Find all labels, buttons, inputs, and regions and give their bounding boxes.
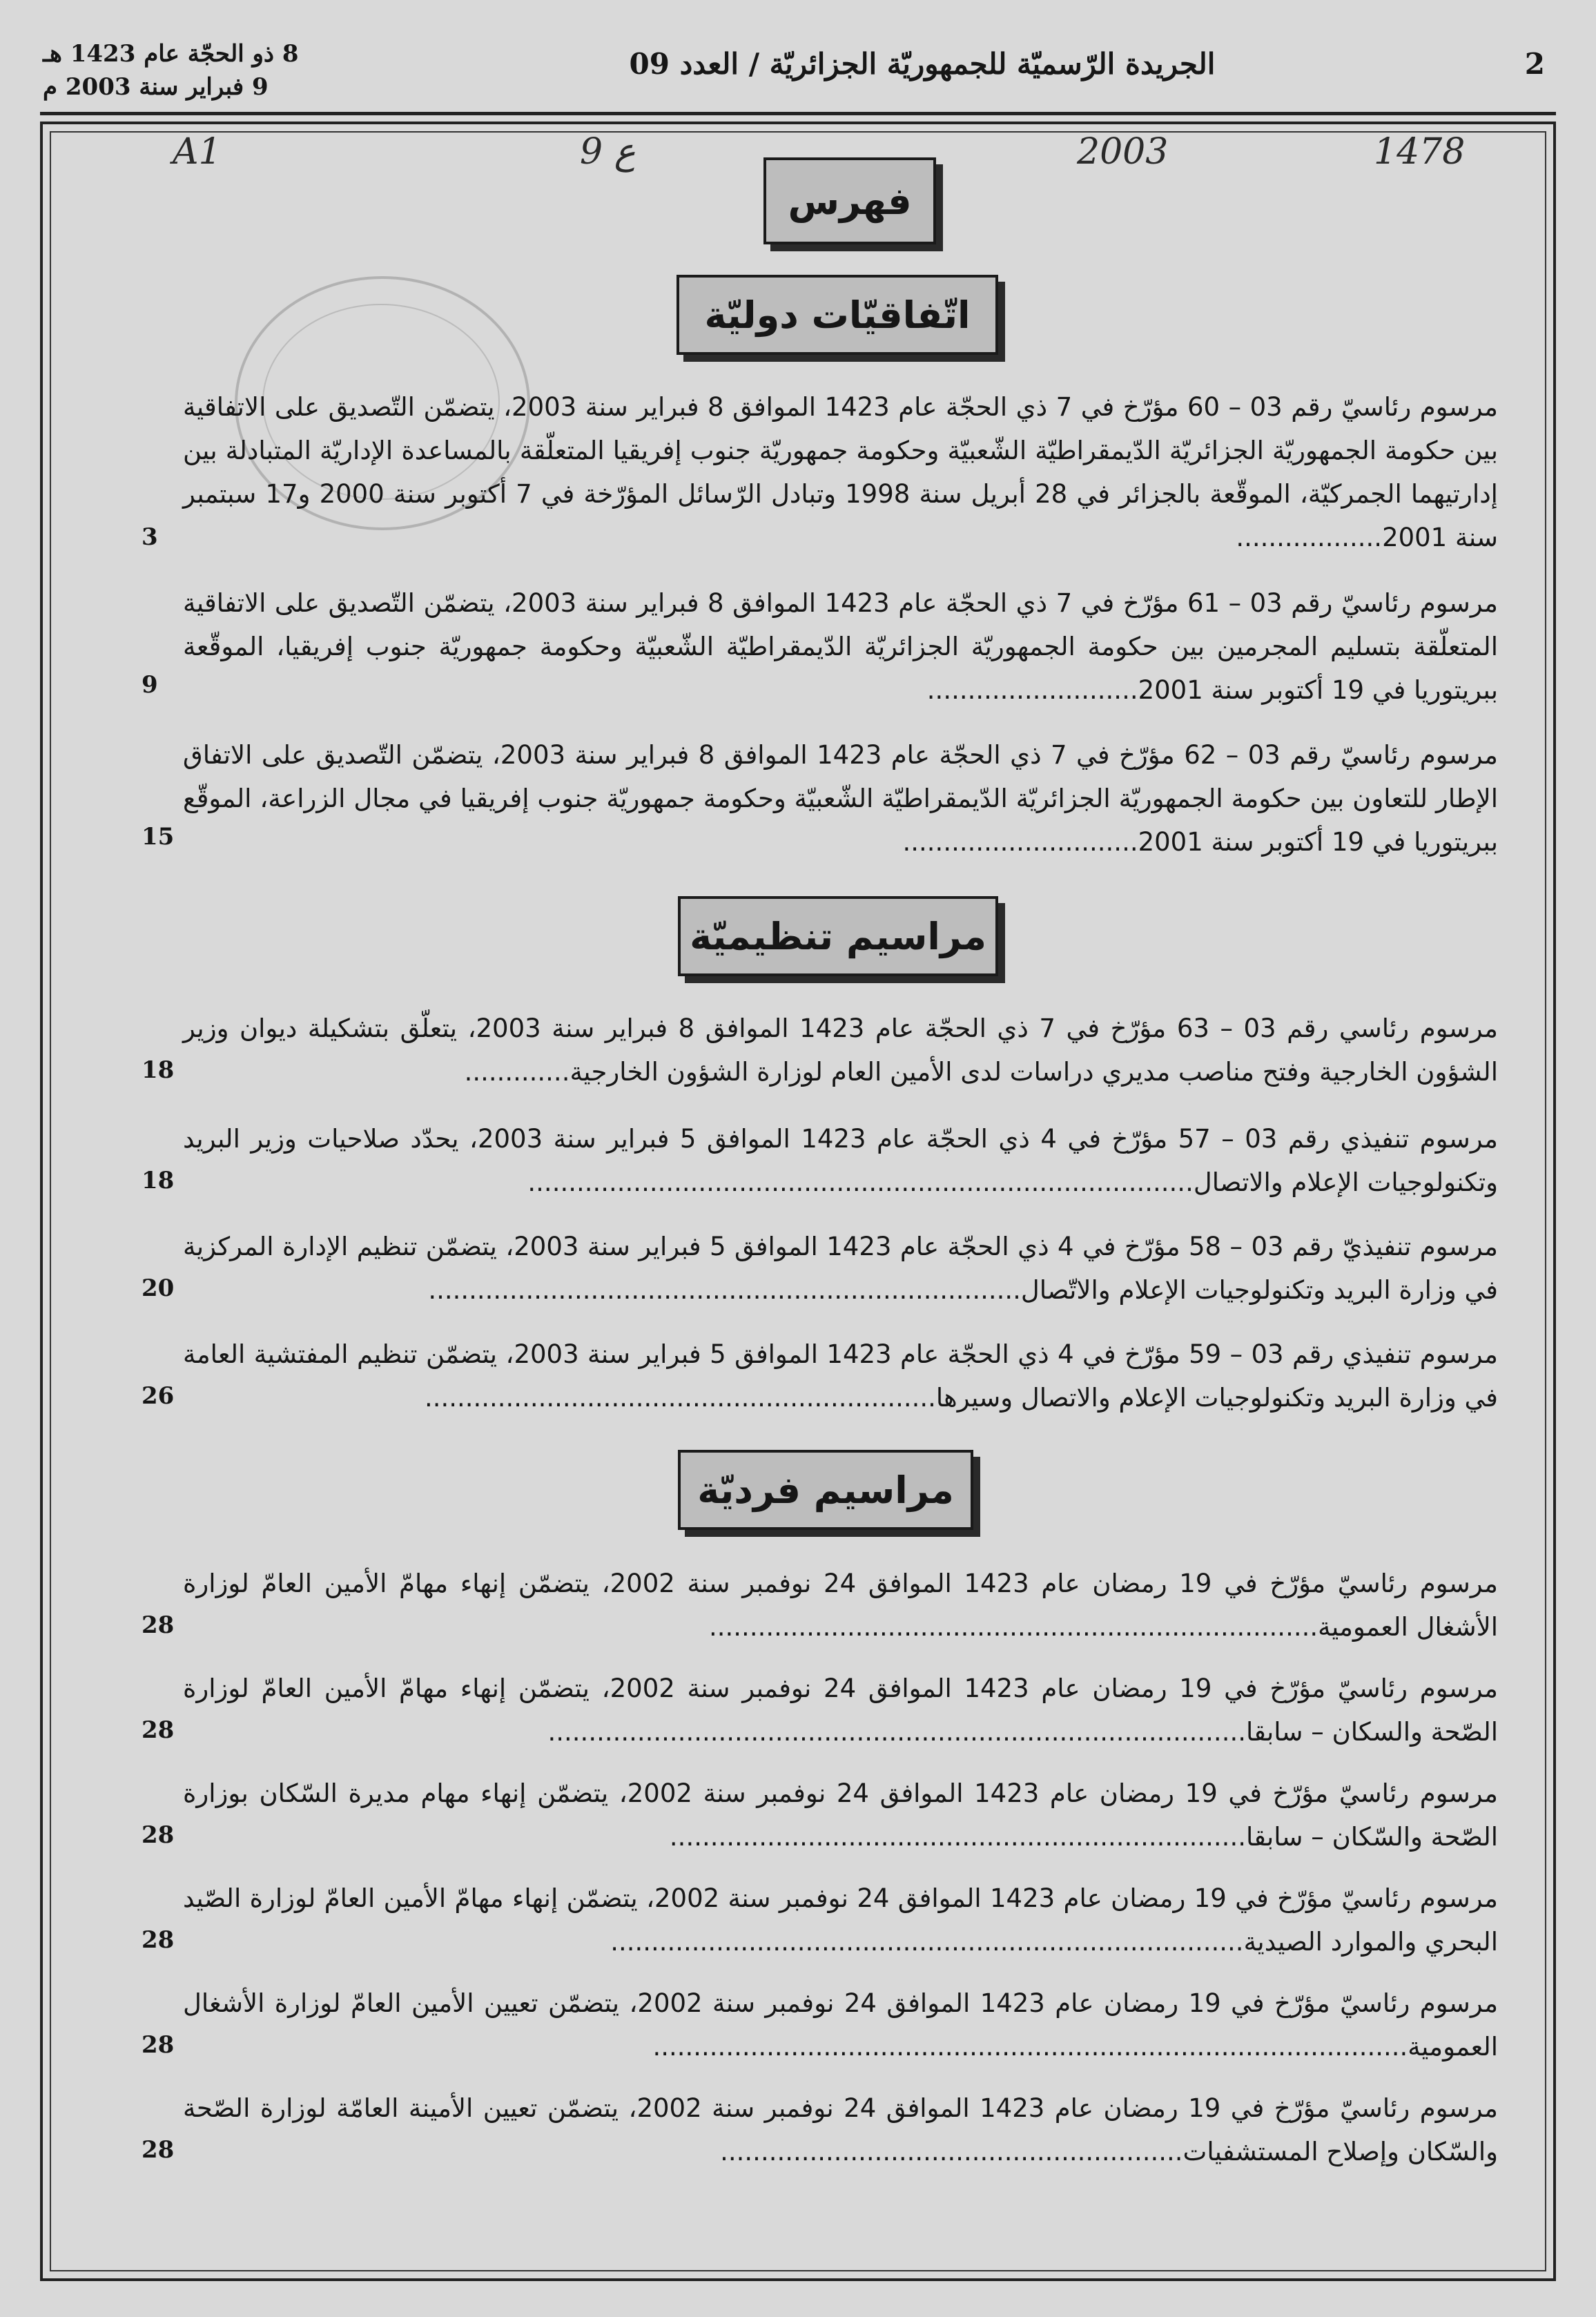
entry-text: مرسوم تنفيذيّ رقم 03 – 58 مؤرّخ في 4 ذي الحجّة عام 1423 الموافق 5 فبراير سنة 2003، يتضمّن تنظيم الإدارة المركزية في وزارة البريد وتكنولوجيات الإعلام والاتّصال (183, 1232, 1498, 1305)
entry-page-number: 28 (142, 2031, 175, 2059)
entry-page-number: 20 (142, 1274, 175, 1302)
entry-page-number: 28 (142, 1611, 175, 1639)
index-entry: مرسوم رئاسيّ رقم 03 – 60 مؤرّخ في 7 ذي الحجّة عام 1423 الموافق 8 فبراير سنة 2003، يتضمّن التّصديق على الاتفاقية بين حكومة الجمهوريّة الجزائريّة الدّيمقراطيّة الشّعبيّة وحكومة جمهوريّة جنوب إفريقيا المتعلّقة بالمساعدة الإداريّة المتبادلة بين إدارتيهما الجمركيّة، الموقّعة بالجزائر في 28 أبريل سنة 1998 وتبادل الرّسائل المؤرّخة في 7 أكتوبر سنة 2000 و17 سبتمبر سنة 2001.................. (183, 392, 1498, 552)
entry-page-number: 3 (142, 523, 158, 551)
index-entry: مرسوم رئاسيّ مؤرّخ في 19 رمضان عام 1423 الموافق 24 نوفمبر سنة 2002، يتضمّن إنهاء مهامّ الأمين العامّ لوزارة الأشغال العمومية........................................................................... (183, 1569, 1499, 1642)
page-number: 2 (1524, 47, 1545, 81)
entry-text: مرسوم رئاسيّ مؤرّخ في 19 رمضان عام 1423 الموافق 24 نوفمبر سنة 2002، يتضمّن تعيين الأمينة العامّة لوزارة الصّحة والسّكان وإصلاح المستشفيات (183, 2093, 1499, 2166)
index-entry: مرسوم تنفيذي رقم 03 – 59 مؤرّخ في 4 ذي الحجّة عام 1423 الموافق 5 فبراير سنة 2003، يتضمّن تنظيم المفتشية العامة في وزارة البريد وتكنولوجيات الإعلام والاتصال وسيرها............................................................... (183, 1339, 1498, 1413)
index-title: فهرس (763, 157, 936, 244)
entry-text: مرسوم رئاسيّ مؤرّخ في 19 رمضان عام 1423 الموافق 24 نوفمبر سنة 2002، يتضمّن إنهاء مهامّ الأمين العامّ لوزارة الصّحة والسكان – سابقا (183, 1674, 1499, 1747)
entry-text: مرسوم رئاسيّ مؤرّخ في 19 رمضان عام 1423 الموافق 24 نوفمبر سنة 2002، يتضمّن إنهاء مهامّ الأمين العامّ لوزارة الأشغال العمومية (183, 1569, 1499, 1642)
entry-page-number: 9 (142, 671, 158, 699)
handwritten-mark-issue: ع 9 (580, 131, 636, 173)
index-entry: مرسوم رئاسيّ مؤرّخ في 19 رمضان عام 1423 الموافق 24 نوفمبر سنة 2002، يتضمّن تعيين الأمين العامّ لوزارة الأشغال العمومية............................................................................................. (183, 1988, 1499, 2062)
handwritten-mark-left: A1 (173, 131, 222, 173)
index-entry: مرسوم رئاسيّ مؤرّخ في 19 رمضان عام 1423 الموافق 24 نوفمبر سنة 2002، يتضمّن تعيين الأمينة العامّة لوزارة الصّحة والسّكان وإصلاح المستشفيات......................................................... (183, 2093, 1499, 2166)
entry-page-number: 28 (142, 2136, 175, 2164)
handwritten-mark-year: 2003 (1077, 131, 1169, 173)
index-entry: مرسوم رئاسيّ مؤرّخ في 19 رمضان عام 1423 الموافق 24 نوفمبر سنة 2002، يتضمّن إنهاء مهامّ الأمين العامّ لوزارة الصّيد البحري والموارد الصيدية.............................................................................. (183, 1883, 1498, 1957)
entry-page-number: 18 (142, 1056, 175, 1084)
header-rule (40, 112, 1556, 115)
entry-text: مرسوم رئاسيّ مؤرّخ في 19 رمضان عام 1423 الموافق 24 نوفمبر سنة 2002، يتضمّن إنهاء مهامّ الأمين العامّ لوزارة الصّيد البحري والموارد الصيدية (183, 1883, 1498, 1957)
entry-page-number: 18 (142, 1167, 175, 1194)
index-entry: مرسوم تنفيذي رقم 03 – 57 مؤرّخ في 4 ذي الحجّة عام 1423 الموافق 5 فبراير سنة 2003، يحدّد صلاحيات وزير البريد وتكنولوجيات الإعلام والاتصال.................................................................................. (183, 1124, 1498, 1197)
gazette-title: الجريدة الرّسميّة للجمهوريّة الجزائريّة / العدد 09 (629, 47, 1216, 81)
hijri-date: 8 ذو الحجّة عام 1423 هـ (43, 40, 299, 68)
index-entry: مرسوم تنفيذيّ رقم 03 – 58 مؤرّخ في 4 ذي الحجّة عام 1423 الموافق 5 فبراير سنة 2003، يتضمّن تنظيم الإدارة المركزية في وزارة البريد وتكنولوجيات الإعلام والاتّصال......................................................................... (183, 1232, 1498, 1305)
entry-page-number: 26 (142, 1382, 175, 1410)
index-entry: مرسوم رئاسيّ رقم 03 – 62 مؤرّخ في 7 ذي الحجّة عام 1423 الموافق 8 فبراير سنة 2003، يتضمّن التّصديق على الاتفاق الإطار للتعاون بين حكومة الجمهوريّة الجزائريّة الدّيمقراطيّة الشّعبيّة وحكومة جمهوريّة جنوب إفريقيا في مجال الزراعة، الموقّع ببريتوريا في 19 أكتوبر سنة 2001............................. (183, 740, 1498, 857)
page-header (43, 35, 1553, 110)
entry-text: مرسوم رئاسيّ مؤرّخ في 19 رمضان عام 1423 الموافق 24 نوفمبر سنة 2002، يتضمّن إنهاء مهام مديرة السّكان بوزارة الصّحة والسّكان – سابقا (183, 1778, 1499, 1852)
gregorian-date: 9 فبراير سنة 2003 م (43, 73, 269, 101)
index-entry: مرسوم رئاسيّ مؤرّخ في 19 رمضان عام 1423 الموافق 24 نوفمبر سنة 2002، يتضمّن إنهاء مهام مديرة السّكان بوزارة الصّحة والسّكان – سابقا....................................................................... (183, 1778, 1499, 1852)
section-title-individual-decrees: مراسيم فرديّة (678, 1450, 973, 1530)
entry-page-number: 15 (142, 823, 175, 851)
index-entry: مرسوم رئاسيّ مؤرّخ في 19 رمضان عام 1423 الموافق 24 نوفمبر سنة 2002، يتضمّن إنهاء مهامّ الأمين العامّ لوزارة الصّحة والسكان – سابقا...................................................................................... (183, 1674, 1499, 1747)
entry-page-number: 28 (142, 1821, 175, 1849)
issue-date (43, 37, 360, 104)
section-title-regulatory-decrees: مراسيم تنظيميّة (678, 896, 998, 976)
entry-text: مرسوم تنفيذي رقم 03 – 59 مؤرّخ في 4 ذي الحجّة عام 1423 الموافق 5 فبراير سنة 2003، يتضمّن تنظيم المفتشية العامة في وزارة البريد وتكنولوجيات الإعلام والاتصال وسيرها (183, 1339, 1498, 1413)
entry-text: مرسوم تنفيذي رقم 03 – 57 مؤرّخ في 4 ذي الحجّة عام 1423 الموافق 5 فبراير سنة 2003، يحدّد صلاحيات وزير البريد وتكنولوجيات الإعلام والاتصال (183, 1124, 1498, 1197)
handwritten-mark-number: 1478 (1374, 131, 1466, 173)
entry-text: مرسوم رئاسي رقم 03 – 63 مؤرّخ في 7 ذي الحجّة عام 1423 الموافق 8 فبراير سنة 2003، يتعلّق بتشكيلة ديوان وزير الشؤون الخارجية وفتح مناصب مديري دراسات لدى الأمين العام لوزارة الشؤون الخارجية (183, 1014, 1498, 1087)
section-title-international-agreements: اتّفاقيّات دوليّة (677, 275, 998, 355)
entry-page-number: 28 (142, 1716, 175, 1744)
entry-text: مرسوم رئاسيّ مؤرّخ في 19 رمضان عام 1423 الموافق 24 نوفمبر سنة 2002، يتضمّن تعيين الأمين العامّ لوزارة الأشغال العمومية (183, 1988, 1499, 2062)
index-entry: مرسوم رئاسي رقم 03 – 63 مؤرّخ في 7 ذي الحجّة عام 1423 الموافق 8 فبراير سنة 2003، يتعلّق بتشكيلة ديوان وزير الشؤون الخارجية وفتح مناصب مديري دراسات لدى الأمين العام لوزارة الشؤون الخارجية............. (183, 1014, 1498, 1087)
entry-text: مرسوم رئاسيّ رقم 03 – 60 مؤرّخ في 7 ذي الحجّة عام 1423 الموافق 8 فبراير سنة 2003، يتضمّن التّصديق على الاتفاقية بين حكومة الجمهوريّة الجزائريّة الدّيمقراطيّة الشّعبيّة وحكومة جمهوريّة جنوب إفريقيا المتعلّقة بالمساعدة الإداريّة المتبادلة بين إدارتيهما الجمركيّة، الموقّعة بالجزائر في 28 أبريل سنة 1998 وتبادل الرّسائل المؤرّخة في 7 أكتوبر سنة 2000 و17 سبتمبر سنة 2001 (183, 392, 1498, 552)
entry-text: مرسوم رئاسيّ رقم 03 – 61 مؤرّخ في 7 ذي الحجّة عام 1423 الموافق 8 فبراير سنة 2003، يتضمّن التّصديق على الاتفاقية المتعلّقة بتسليم المجرمين بين حكومة الجمهوريّة الجزائريّة الدّيمقراطيّة الشّعبيّة وحكومة جمهوريّة جنوب إفريقيا، الموقّعة ببريتوريا في 19 أكتوبر سنة 2001 (183, 588, 1498, 705)
index-entry: مرسوم رئاسيّ رقم 03 – 61 مؤرّخ في 7 ذي الحجّة عام 1423 الموافق 8 فبراير سنة 2003، يتضمّن التّصديق على الاتفاقية المتعلّقة بتسليم المجرمين بين حكومة الجمهوريّة الجزائريّة الدّيمقراطيّة الشّعبيّة وحكومة جمهوريّة جنوب إفريقيا، الموقّعة ببريتوريا في 19 أكتوبر سنة 2001.......................... (183, 588, 1498, 705)
entry-text: مرسوم رئاسيّ رقم 03 – 62 مؤرّخ في 7 ذي الحجّة عام 1423 الموافق 8 فبراير سنة 2003، يتضمّن التّصديق على الاتفاق الإطار للتعاون بين حكومة الجمهوريّة الجزائريّة الدّيمقراطيّة الشّعبيّة وحكومة جمهوريّة جنوب إفريقيا في مجال الزراعة، الموقّع ببريتوريا في 19 أكتوبر سنة 2001 (183, 740, 1498, 857)
entry-page-number: 28 (142, 1926, 175, 1954)
